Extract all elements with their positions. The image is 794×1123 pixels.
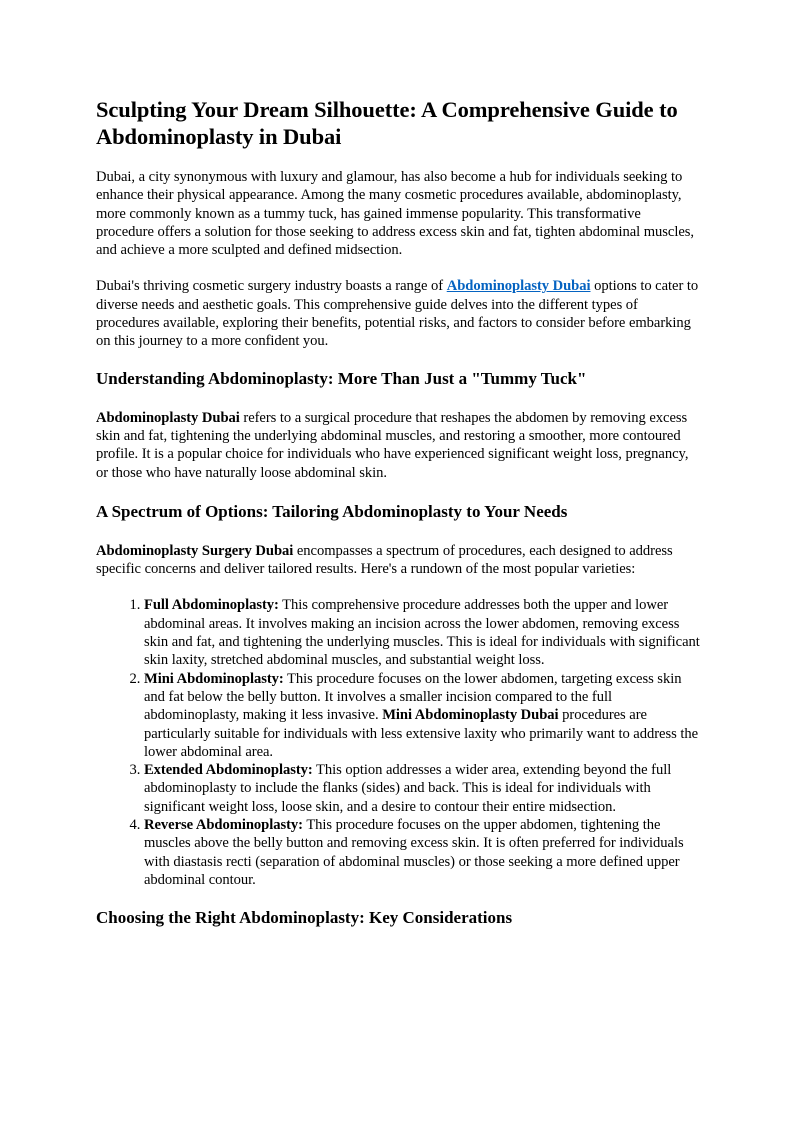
abdominoplasty-types-list bbox=[96, 596, 700, 889]
paragraph-text: encompasses a spectrum of procedures, each designed to address specific concerns and deliver tailored results. Here's a rundown of the most popular varieties: bbox=[96, 542, 673, 578]
item-label: Full Abdominoplasty: bbox=[144, 597, 279, 614]
list-item-mini bbox=[144, 670, 700, 761]
list-item-full bbox=[144, 596, 700, 669]
item-label: Mini Abdominoplasty: bbox=[144, 670, 284, 687]
intro-paragraph-1: Dubai, a city synonymous with luxury and glamour, has also become a hub for individuals seeking to enhance their physical appearance. Among the many cosmetic procedures available, abdominoplasty, more commonly known as a tummy tuck, has gained immense popularity. This transformative procedure offers a solution for those seeking to address excess skin and fat, tighten abdominal muscles, and achieve a more sculpted and defined midsection. bbox=[96, 169, 694, 259]
intro-p2-before: Dubai's thriving cosmetic surgery industry boasts a range of bbox=[96, 278, 447, 295]
intro-p2-after: options to cater to diverse needs and aesthetic goals. This comprehensive guide delves into the different types of procedures available, exploring their benefits, potential risks, and factors to consider before embarking on this journey to a more confident you. bbox=[96, 278, 699, 350]
section-heading-choosing: Choosing the Right Abdominoplasty: Key Considerations bbox=[96, 908, 513, 928]
paragraph-text: refers to a surgical procedure that reshapes the abdomen by removing excess skin and fat, tightening the underlying abdominal muscles, and restoring a smoother, more contoured profile. It is a popular choice for individuals who have experienced significant weight loss, pregnancy, or those who have naturally loose abdominal skin. bbox=[96, 409, 689, 481]
item-label: Reverse Abdominoplasty: bbox=[144, 817, 303, 834]
bold-term: Abdominoplasty Surgery Dubai bbox=[96, 542, 294, 559]
bold-term: Abdominoplasty Dubai bbox=[96, 409, 240, 426]
section-understanding-paragraph bbox=[96, 409, 700, 482]
list-item-reverse bbox=[144, 816, 700, 889]
section-options-paragraph bbox=[96, 542, 700, 579]
item-text: This option addresses a wider area, extending beyond the full abdominoplasty to include the flanks (sides) and back. This is ideal for individuals with significant weight loss, loose skin, and a desire to contour their entire midsection. bbox=[144, 762, 672, 815]
list-item-extended bbox=[144, 761, 700, 816]
item-text-2: procedures are particularly suitable for individuals with less extensive laxity who primarily want to address the lower abdominal area. bbox=[144, 707, 698, 760]
intro-paragraph-2 bbox=[96, 277, 700, 350]
page-title: Sculpting Your Dream Silhouette: A Comprehensive Guide to Abdominoplasty in Dubai bbox=[96, 97, 678, 149]
abdominoplasty-dubai-link[interactable]: Abdominoplasty Dubai bbox=[446, 278, 591, 295]
item-bold-term: Mini Abdominoplasty Dubai bbox=[382, 707, 559, 724]
section-heading-understanding: Understanding Abdominoplasty: More Than Just a "Tummy Tuck" bbox=[96, 368, 587, 388]
item-text: This procedure focuses on the lower abdomen, targeting excess skin and fat below the belly button. It involves a smaller incision compared to the full abdominoplasty, making it less invasive. bbox=[144, 670, 682, 724]
item-text: This comprehensive procedure addresses both the upper and lower abdominal areas. It involves making an incision across the lower abdomen, removing excess skin and fat, and tightening the underlying muscles. This is ideal for individuals with significant skin laxity, stretched abdominal muscles, and substantial weight loss. bbox=[144, 597, 700, 669]
section-heading-options: A Spectrum of Options: Tailoring Abdominoplasty to Your Needs bbox=[96, 501, 568, 521]
document-page bbox=[96, 96, 700, 946]
item-label: Extended Abdominoplasty: bbox=[144, 762, 313, 779]
item-text: This procedure focuses on the upper abdomen, tightening the muscles above the belly button and removing excess skin. It is often preferred for individuals with diastasis recti (separation of abdominal muscles) or those seeking a more defined upper abdominal contour. bbox=[144, 817, 684, 888]
